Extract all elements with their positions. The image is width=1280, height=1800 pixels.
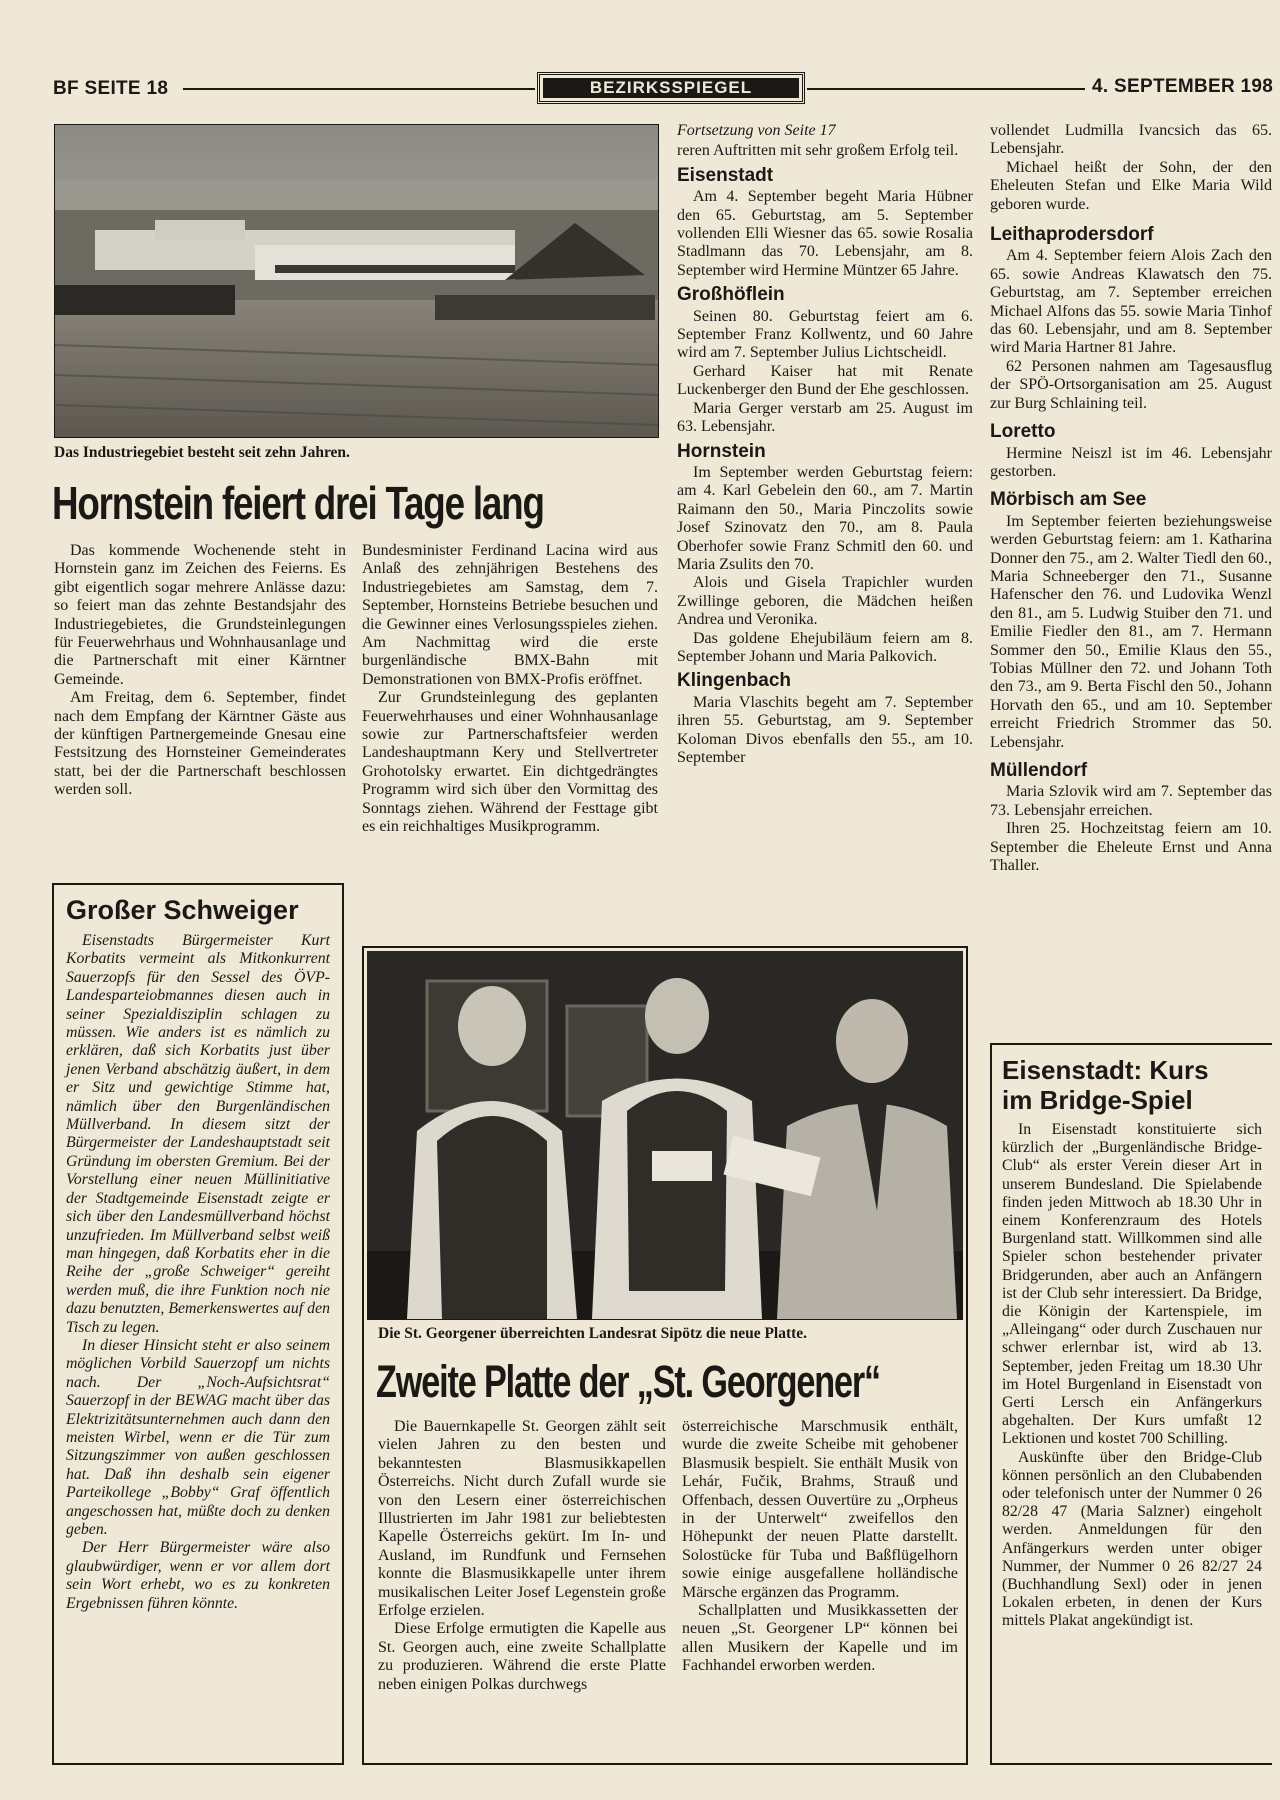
section-paragraph: Gerhard Kaiser hat mit Renate Luckenberger den Bund der Ehe geschlossen. <box>677 362 973 399</box>
ressort-text: BEZIRKSSPIEGEL <box>543 78 799 98</box>
georgener-paragraph: Die Bauernkapelle St. Georgen zählt seit vielen Jahren zu den besten und bekanntesten Blasmusikkapellen Österreichs. Nicht durch Zufall wurde sie von den Lesern einer österreichischen Illustrierten im Jahr 1981 zur beliebtesten Kapelle Österreichs gekürt. Im In- und Ausland, im Rundfunk und Fernsehen konnte die Blasmusikkapelle unter ihrem musikalischen Leiter Josef Legenstein große Erfolge erzielen. <box>378 1418 666 1620</box>
section-paragraph: Am 4. September begeht Maria Hübner den 65. Geburtstag, am 5. September vollenden Elli Wiesner das 65. sowie Rosalia Stadlmann das 70. Lebensjahr, am 8. September wird Hermine Müntzer 65 Jahre. <box>677 188 973 279</box>
bridge-title-line-2: im Bridge-Spiel <box>1002 1085 1193 1115</box>
section-paragraph: vollendet Ludmilla Ivancsich das 65. Lebensjahr. <box>990 122 1272 158</box>
commentary-paragraph: Eisenstadts Bürgermeister Kurt Korbatits vermeint als Mitkonkurrent Sauerzopfs für den Sessel des ÖVP-Landesparteiobmannes diesen auch in seiner Spezialdisziplin schlagen zu müssen. Wie anders ist es nämlich zu erklären, daß sich Korbatits just über jenen Verband abschätzig äußert, in dem er Sitz und gewichtige Stimme hat, nämlich über den Burgenländischen Müllverband. In diesem sitzt der Bürgermeister der Landeshauptstadt seit Gründung im obersten Gremium. Bei der Vorstellung einer neuen Müllinitiative der Stadtgemeinde Eisenstadt zeigte er sich über den Landesmüllverband höchst unzufrieden. Im Müllverband selbst weiß man hingegen, daß Korbatits eher in die Reihe der „große Schweiger“ gereiht werden muß, die ihre Funktion noch nie dazu benutzten, Bemerkenswertes auf den Tisch zu legen. <box>66 932 330 1336</box>
header-rule-left <box>183 88 535 90</box>
georgener-box <box>362 946 968 1765</box>
commentary-box <box>52 883 344 1765</box>
industrial-photo-caption: Das Industriegebiet besteht seit zehn Jahren. <box>54 444 350 461</box>
commentary-paragraph: In dieser Hinsicht steht er also seinem möglichen Vorbild Sauerzopf um nichts nach. Der „Noch-Aufsichtsrat“ Sauerzopf in der BEWAG macht über das Elektrizitätsunternehmen auch dann den meisten Wirbel, wenn er die Tür zum Sitzungszimmer von außen geschlossen hat. Daß ihn deshalb sein eigener Parteikollege „Bobby“ Graf öffentlich angeschossen hat, müßte doch zu denken geben. <box>66 1336 330 1538</box>
commentary-paragraph: Der Herr Bürgermeister wäre also glaubwürdiger, wenn er vor allem dort sein Wort erhebt, wo es zu konkreten Ergebnissen führen könnte. <box>66 1539 330 1612</box>
bridge-paragraph: Auskünfte über den Bridge-Club können persönlich an den Clubabenden oder telefonisch unter der Nummer 0 26 82/28 47 (Maria Salzner) eingeholt werden. Anmeldungen für den Anfängerkurs werden unter obiger Nummer, der Nummer 0 26 82/27 24 (Buchhandlung Sexl) oder in jenen Lokalen erbeten, in denen der Kurs mittels Plakat angekündigt ist. <box>1002 1448 1262 1630</box>
continued-note: Fortsetzung von Seite 17 <box>677 122 836 139</box>
section-heading-grosshoeflein: Großhöflein <box>677 284 785 306</box>
commentary-title: Großer Schweiger <box>66 895 299 925</box>
georgener-paragraph: Diese Erfolge ermutigten die Kapelle aus St. Georgen auch, eine zweite Schallplatte zu produzieren. Während die erste Platte neben einigen Polkas durchwegs <box>378 1620 666 1693</box>
section-paragraph: Im September werden Geburtstag feiern: am 4. Karl Gebelein den 60., am 7. Martin Raimann den 50., Maria Pinczolits sowie Josef Szinovatz den 70., am 8. Paula Oberhofer sowie Franz Schmitl den 60. und Maria Zsulits den 70. <box>677 463 973 573</box>
section-heading-leithaprodersdorf: Leithaprodersdorf <box>990 224 1154 246</box>
section-paragraph: Am 4. September feiern Alois Zach den 65. sowie Andreas Klawatsch den 75. Geburtstag, am 7. September erreichen Michael Alfons das 55. sowie Maria Tinhof das 60. Lebensjahr, und am 8. September wird Maria Hartner 81 Jahre. <box>990 247 1272 357</box>
hornstein-col-2 <box>362 542 658 837</box>
section-paragraph: Alois und Gisela Trapichler wurden Zwillinge geboren, die Mädchen heißen Andrea und Veronika. <box>677 574 973 629</box>
issue-date: 4. SEPTEMBER 198 <box>1092 76 1274 97</box>
georgener-paragraph: österreichische Marschmusik enthält, wurde die zweite Scheibe mit gehobener Blasmusik bespielt. Sie enthält Musik von Lehár, Fučik, Brahms, Strauß und Offenbach, dessen Ouvertüre zu „Orpheus in der Unterwelt“ zweifellos den Höhepunkt der neuen Platte darstellt. Solostücke für Tuba und Baßflügelhorn sowie einige ausgefallene holländische Märsche ergänzen das Programm. <box>682 1418 958 1601</box>
georgener-col-1 <box>378 1418 666 1694</box>
section-heading-muellendorf: Müllendorf <box>990 760 1088 781</box>
section-paragraph: Ihren 25. Hochzeitstag feiern am 10. September die Eheleute Ernst und Anna Thaller. <box>990 820 1272 875</box>
birthdays-column-right <box>990 122 1272 875</box>
hornstein-paragraph: Zur Grundsteinlegung des geplanten Feuerwehrhauses und einer Wohnhausanlage sowie zur Partnerschaftsfeier werden Landeshauptmann Kery und Stellvertreter Grohotolsky erwartet. Ein dichtgedrängtes Programm wird sich über den Vormittag des Sonntags ziehen. Während der Festtage gibt es ein reichhaltiges Musikprogramm. <box>362 689 658 836</box>
bridge-paragraph: In Eisenstadt konstituierte sich kürzlich der „Burgenländische Bridge-Club“ als erster Verein dieser Art in unserem Bundesland. Die Spielabende finden jeden Mittwoch ab 18.30 Uhr in einem Konferenzraum des Hotels Burgenland statt. Willkommen sind alle Spieler schon bestehender privater Bridgerunden, aber auch an Anfängern ist der Club sehr interessiert. Da Bridge, die Königin der Kartenspiele, im „Alleingang“ oder durch Zuschauen nur schwer erlernbar ist, wird ab 13. September, jeden Freitag um 18.30 Uhr im Hotel Burgenland in Eisenstadt von Gerti Lersch ein Anfängerkurs abgehalten. Der Kurs umfaßt 12 Lektionen und kostet 700 Schilling. <box>1002 1121 1262 1448</box>
hornstein-headline: Hornstein feiert drei Tage lang <box>52 477 544 529</box>
bridge-title <box>1002 1055 1262 1115</box>
section-heading-hornstein: Hornstein <box>677 440 766 462</box>
bridge-body <box>1002 1121 1262 1631</box>
industrial-area-photo <box>54 124 659 438</box>
section-paragraph: 62 Personen nahmen am Tagesausflug der SPÖ-Ortsorganisation am 25. August zur Burg Schlaining teil. <box>990 357 1272 412</box>
section-paragraph: Michael heißt der Sohn, der den Eheleuten Stefan und Elke Maria Wild geboren wurde. <box>990 158 1272 213</box>
bridge-box <box>990 1043 1272 1765</box>
section-paragraph: Maria Szlovik wird am 7. September das 73. Lebensjahr erreichen. <box>990 783 1272 819</box>
georgener-paragraph: Schallplatten und Musikkassetten der neuen „St. Georgener LP“ können bei allen Musikern der Kapelle und im Fachhandel erworben werden. <box>682 1602 958 1675</box>
section-paragraph: Maria Vlaschits begeht am 7. September ihren 55. Geburtstag, am 9. September Koloman Divos ebenfalls den 55., am 10. September <box>677 693 973 766</box>
bridge-title-line-1: Eisenstadt: Kurs <box>1002 1055 1209 1085</box>
section-heading-eisenstadt: Eisenstadt <box>677 164 774 186</box>
ressort-label <box>537 72 805 104</box>
section-heading-loretto: Loretto <box>990 421 1056 443</box>
section-heading-moerbisch: Mörbisch am See <box>990 489 1147 511</box>
band-photo <box>367 951 963 1320</box>
band-photo-caption: Die St. Georgener überreichten Landesrat Sipötz die neue Platte. <box>378 1325 808 1342</box>
hornstein-col-1 <box>54 542 346 800</box>
section-paragraph: Hermine Neiszl ist im 46. Lebensjahr gestorben. <box>990 444 1272 480</box>
section-paragraph: Maria Gerger verstarb am 25. August im 63. Lebensjahr. <box>677 399 973 436</box>
georgener-col-2 <box>682 1418 958 1676</box>
hornstein-paragraph: Das kommende Wochenende steht in Hornstein ganz im Zeichen des Feierns. Es gibt eigentlich sogar mehrere Anlässe dazu: so feiert man das zehnte Bestandsjahr des Industriegebietes, die Grundsteinlegungen für Feuerwehrhaus und Wohnhausanlage und die Partnerschaft mit einer Kärntner Gemeinde. <box>54 542 346 688</box>
section-heading-klingenbach: Klingenbach <box>677 670 792 692</box>
georgener-headline: Zweite Platte der „St. Georgener“ <box>376 1356 881 1407</box>
commentary-body <box>66 932 330 1613</box>
hornstein-paragraph: Am Freitag, dem 6. September, findet nach dem Empfang der Kärntner Gäste aus der künftigen Partnergemeinde Gnesau eine Festsitzung des Hornsteiner Gemeinderates statt, bei der die Partnerschaft beschlossen werden soll. <box>54 689 346 799</box>
section-paragraph: Im September feierten beziehungsweise werden Geburtstag feiern: am 1. Katharina Donner den 75., am 2. Walter Tiedl den 60., Maria Schneeberger den 71., Susanne Hafenscher den 76. und Ludovika Wenzl den 81., am 5. Ludwig Stuiber den 71. und Emilie Fiedler den 81., am 7. Hermann Sommer den 50., Emilie Klaus den 55., Tobias Müllner den 72. und Johann Toth den 73., am 9. Berta Fischl den 50., Johann Horvath den 65., und am 10. September erreicht Friedrich Strommer das 50. Lebensjahr. <box>990 512 1272 751</box>
header-rule-right <box>807 88 1085 90</box>
section-paragraph: Das goldene Ehejubiläum feiern am 8. September Johann und Maria Palkovich. <box>677 629 973 665</box>
hornstein-paragraph: Bundesminister Ferdinand Lacina wird aus Anlaß des zehnjährigen Bestehens des Industriegebietes am Samstag, dem 7. September, Hornsteins Betriebe besuchen und die Gewinner eines Verlosungsspieles ziehen. Am Nachmittag wird die erste burgenländische BMX-Bahn mit Demonstrationen von BMX-Profis eröffnet. <box>362 542 658 688</box>
page-label: BF SEITE 18 <box>53 78 169 99</box>
birthdays-intro: reren Auftritten mit sehr großem Erfolg teil. <box>677 142 959 160</box>
birthdays-column <box>677 122 973 767</box>
section-paragraph: Seinen 80. Geburtstag feiert am 6. September Franz Kollwentz, und 60 Jahre wird am 7. September Julius Lichtscheidl. <box>677 307 973 362</box>
